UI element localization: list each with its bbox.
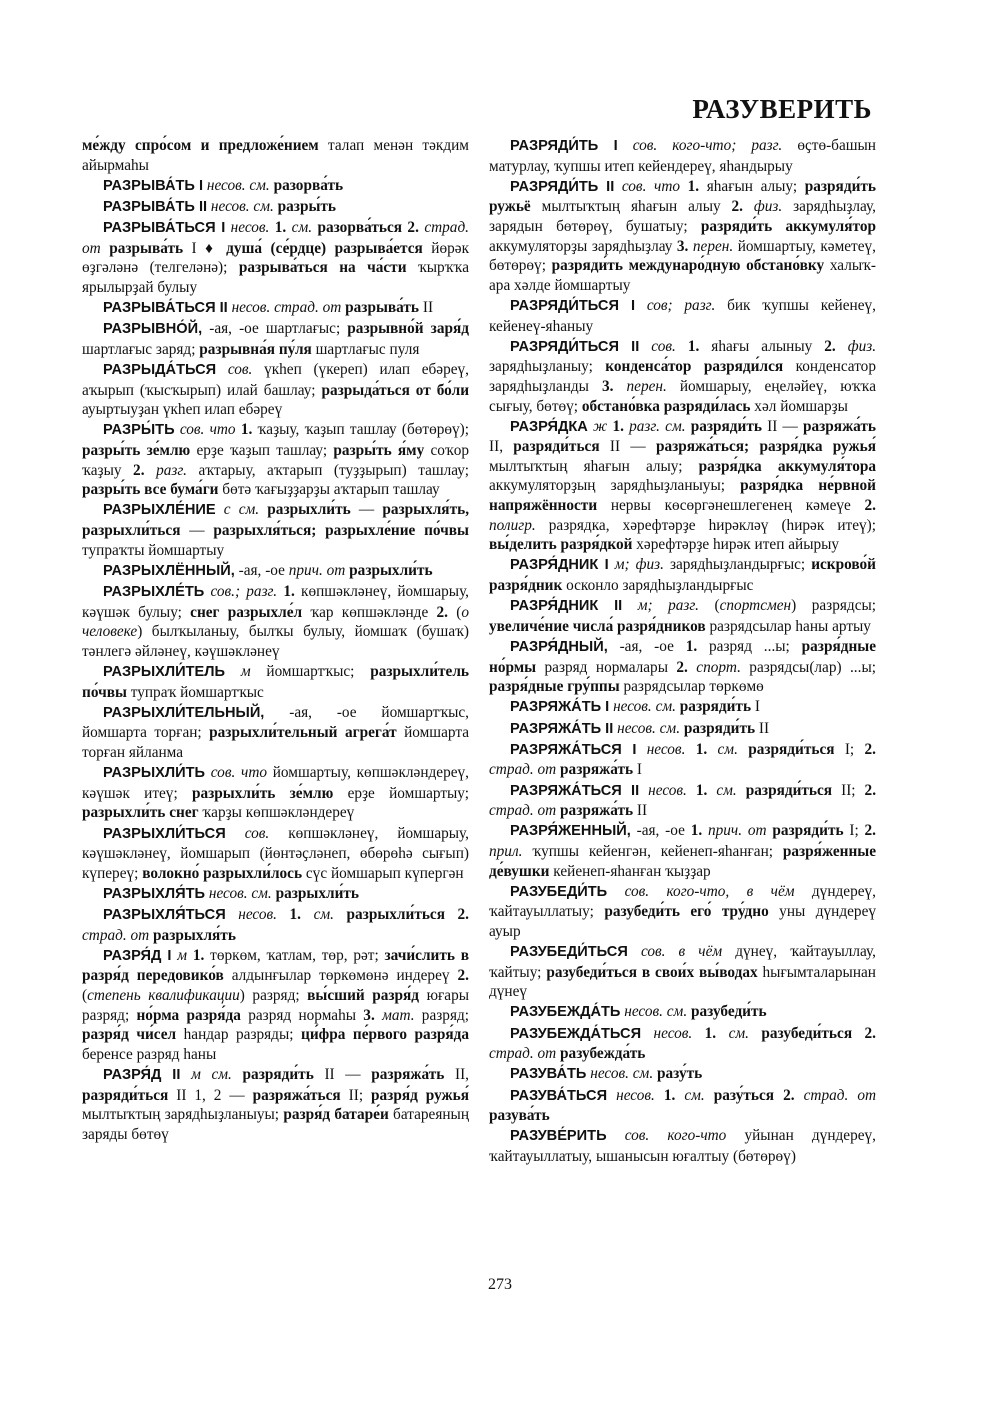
dictionary-entry: РАЗРЫХЛИ́ТЕЛЬНЫЙ, -ая, -ое йомшартҡыс, йомшарта торған; разрыхли́тельный агрега́т йомшарта торған яйланма [82, 703, 469, 761]
dictionary-entry: РАЗРЯДИ́ТЬСЯ II сов. 1. яһағы алыныу 2. физ. зарядһыҙланыу; конденса́тор разряди́лся конденсатор зарядһыҙланды 3. перен. йомшарыу, еңеләйеү, юҡҡа сығыу, бөтөү; обстано́вка разряди́лась хәл йомшарҙы [489, 337, 877, 415]
dictionary-entry: РАЗРЫВНО́Й, -ая, -ое шартлағыс; разрывно́й заря́д шартлағыс заряд; разрывна́я пу́ля шартлағыс пуля [82, 320, 469, 358]
dictionary-entry: РАЗРЯ́ДНИК II м; разг. (спортсмен) разрядсы; увеличе́ние числа́ разря́дников разрядсылар һаны артыу [489, 597, 877, 635]
dictionary-entry: РАЗУВЕ́РИТЬ сов. кого-что уйынан дүндереү, ҡайтауыллатыу, ышанысын юғалтыу (бөтөрөү) [489, 1127, 876, 1165]
dictionary-entry: ме́жду спро́сом и предложе́нием талап менән тәкдим айырмаһы [82, 137, 469, 174]
dictionary-entry: РАЗРЯ́ДКА ж 1. разг. см. разряди́ть II — разряжа́ть II, разряди́ться II — разряжа́ться; разря́дка ружья́ мылтыҡтың яһағын алыу; разря́дка аккумуля́тора аккумуляторҙың зарядһыҙланыуы; разря́дка не́рвной напряжённости нервы көсөргәнешлегенең кәмеүе 2. полигр. разрядка, хәрефтәрҙе һирәкләү (һирәк итеү); вы́делить разря́дкой хәрефтәрҙе һирәк итеп айырыу [489, 417, 877, 554]
dictionary-entry: РАЗРЫХЛИ́ТЕЛЬ м йомшартҡыс; разрыхли́тель по́чвы тупраҡ йомшартҡыс [82, 662, 469, 701]
dictionary-entry: РАЗУВА́ТЬСЯ несов. 1. см. разу́ться 2. страд. от разува́ть [489, 1086, 877, 1125]
left-column [82, 136, 469, 1145]
dictionary-entry: РАЗРЫХЛЯ́ТЬ несов. см. разрыхли́ть [103, 884, 359, 902]
dictionary-entry: РАЗРЫХЛИ́ТЬСЯ сов. көпшәкләнеү, йомшарыу, кәүшәкләнеү, йомшарып (йөнтәҫләнеп, өбөрөһә сығып) күпереү; волокно́ разрыхли́лось сүс йомшарып күпергән [82, 824, 469, 882]
dictionary-entry: РАЗУБЕЖДА́ТЬСЯ несов. 1. см. разубеди́ться 2. страд. от разубежда́ть [489, 1024, 876, 1063]
dictionary-entry: РАЗРЯ́ДНИК I м; физ. зарядһыҙландырғыс; искрово́й разря́дник осконло зарядһыҙландырғыс [489, 556, 876, 595]
right-column [489, 136, 876, 1167]
dictionary-entry: РАЗРЫХЛЁННЫЙ, -ая, -ое прич. от разрыхли́ть [103, 561, 433, 579]
dictionary-entry: РАЗРЫ́ТЬ сов. что 1. ҡаҙыу, ҡаҙып ташлау (бөтөрөү); разры́ть зе́млю ерҙе ҡаҙып ташлау; разры́ть я́му соҡор ҡаҙыу 2. разг. аҡтарыу, аҡтарып (туҙҙырып) ташлау; разры́ть все бума́ги бөтә ҡағыҙҙарҙы аҡтарып ташлау [82, 421, 470, 499]
page-number: 273 [488, 1276, 512, 1293]
dictionary-entry: РАЗУВА́ТЬ несов. см. разу́ть [510, 1065, 703, 1083]
dictionary-entry: РАЗРЫВА́ТЬ II несов. см. разры́ть [103, 197, 336, 215]
dictionary-entry: РАЗРЫХЛЕ́ТЬ сов.; разг. 1. көпшәкләнеү, йомшарыу, кәүшәк булыу; снег разрыхле́л ҡар көпшәкләнде 2. (о человеке) былҡыланыу, былҡы булыу, йомшаҡ (бушаҡ) тәнлегә әйләнеү, кәүшәкләнеү [82, 583, 470, 660]
dictionary-entry: РАЗРЯЖА́ТЬСЯ I несов. 1. см. разряди́ться I; 2. страд. от разряжа́ть I [489, 740, 876, 779]
dictionary-entry: РАЗРЫХЛИ́ТЬ сов. что йомшартыу, көпшәкләндереү, кәүшәк итеү; разрыхли́ть зе́млю ерҙе йомшартыу; разрыхли́ть снег ҡарҙы көпшәкләндереү [82, 764, 470, 822]
dictionary-entry: РАЗРЯДИ́ТЬСЯ I сов; разг. бик ҡупшы кейенеү, кейенеү-яһаныу [489, 296, 876, 335]
dictionary-entry: РАЗРЯЖА́ТЬ II несов. см. разряди́ть II [510, 719, 770, 737]
dictionary-entry: РАЗРЫХЛЕ́НИЕ с см. разрыхли́ть — разрыхля́ть, разрыхли́ться — разрыхля́ться; разрыхле́ние по́чвы тупраҡты йомшартыу [82, 501, 470, 559]
dictionary-entry: РАЗУБЕДИ́ТЬСЯ сов. в чём дүнеү, ҡайтауыллау, ҡайтыу; разубеди́ться в свои́х вы́водах һығымталарынан дүнеү [489, 943, 876, 1001]
dictionary-entry: РАЗРЯ́ДНЫЙ, -ая, -ое 1. разряд ...ы; разря́дные но́рмы разряд нормалары 2. спорт. разрядсы(лар) ...ы; разря́дные гру́ппы разрядсылар төркөмө [489, 638, 877, 696]
dictionary-entry: РАЗУБЕДИ́ТЬ сов. кого-что, в чём дүндереү, ҡайтауыллатыу; разубеди́ть его́ тру́дно уны дүндереү ауыр [489, 882, 877, 940]
dictionary-entry: РАЗУБЕЖДА́ТЬ несов. см. разубеди́ть [510, 1003, 767, 1021]
dictionary-entry: РАЗРЫХЛЯ́ТЬСЯ несов. 1. см. разрыхли́ться 2. страд. от разрыхля́ть [82, 906, 470, 944]
dictionary-entry: РАЗРЯЖА́ТЬ I несов. см. разряди́ть I [510, 698, 760, 716]
dictionary-entry: РАЗРЫВА́ТЬСЯ I несов. 1. см. разорва́ться 2. страд. от разрыва́ть I ♦ душа́ (се́рдце) разрыва́ется йөрәк өҙгәләнә (телгеләнә); разрыва́ться на ча́сти ҡырҡҡа ярылырҙай булыу [82, 219, 470, 296]
dictionary-entry: РАЗРЯ́Д I м 1. төркөм, ҡатлам, төр, рәт; зачи́слить в разря́д передовико́в алдынғылар төркөмөнә индереү 2. (степень квалификации) разряд; вы́сший разря́д юғары разряд; но́рма разря́да разряд нормаһы 3. мат. разряд; разря́д чи́сел һандар разряды; ци́фра пе́рвого разря́да беренсе разряд һаны [82, 946, 470, 1063]
dictionary-entry: РАЗРЯЖА́ТЬСЯ II несов. 1. см. разряди́ться II; 2. страд. от разряжа́ть II [489, 781, 877, 820]
running-head: РАЗУВЕРИТЬ [692, 94, 872, 124]
dictionary-entry: РАЗРЯДИ́ТЬ II сов. что 1. яһағын алыу; разряди́ть ружьё мылтыҡтың яһағын алыу 2. физ. зарядһыҙлау, зарядын бөтөрөү, бушатыу; разряди́ть аккумуля́тор аккумуляторҙы зарядһыҙлау 3. перен. йомшартыу, кәметеү, бөтөрөү; разряди́ть междунаро́дную обстано́вку халыҡ-ара хәлде йомшартыу [489, 177, 876, 294]
dictionary-entry: РАЗРЫВА́ТЬ I несов. см. разорва́ть [103, 176, 344, 194]
dictionary-entry: РАЗРЯДИ́ТЬ I сов. кого-что; разг. өҫтө-башын матурлау, ҡупшы итеп кейендереү, яһандырыу [489, 137, 876, 175]
dictionary-entry: РАЗРЫДА́ТЬСЯ сов. үкһеп (үкереп) илап ебәреү, аҡырып (ҡысҡырып) илай башлау; разрыда́ться от бо́ли ауыртыуҙан үкһеп илап ебәреү [82, 361, 470, 419]
dictionary-entry: РАЗРЯ́Д II м см. разряди́ть II — разряжа́ть II, разряди́ться II 1, 2 — разряжа́ться II; разря́д ружья́ мылтыҡтың зарядһыҙланыуы; разря́д батаре́и батареяның заряды бөтөү [82, 1066, 470, 1143]
dictionary-entry: РАЗРЯ́ЖЕННЫЙ, -ая, -ое 1. прич. от разряди́ть I; 2. прил. ҡупшы кейенгән, кейенеп-яһанған; разря́женные де́вушки кейенеп-яһанған ҡыҙҙар [489, 822, 876, 880]
dictionary-entry: РАЗРЫВА́ТЬСЯ II несов. страд. от разрыва́ть II [103, 299, 434, 317]
